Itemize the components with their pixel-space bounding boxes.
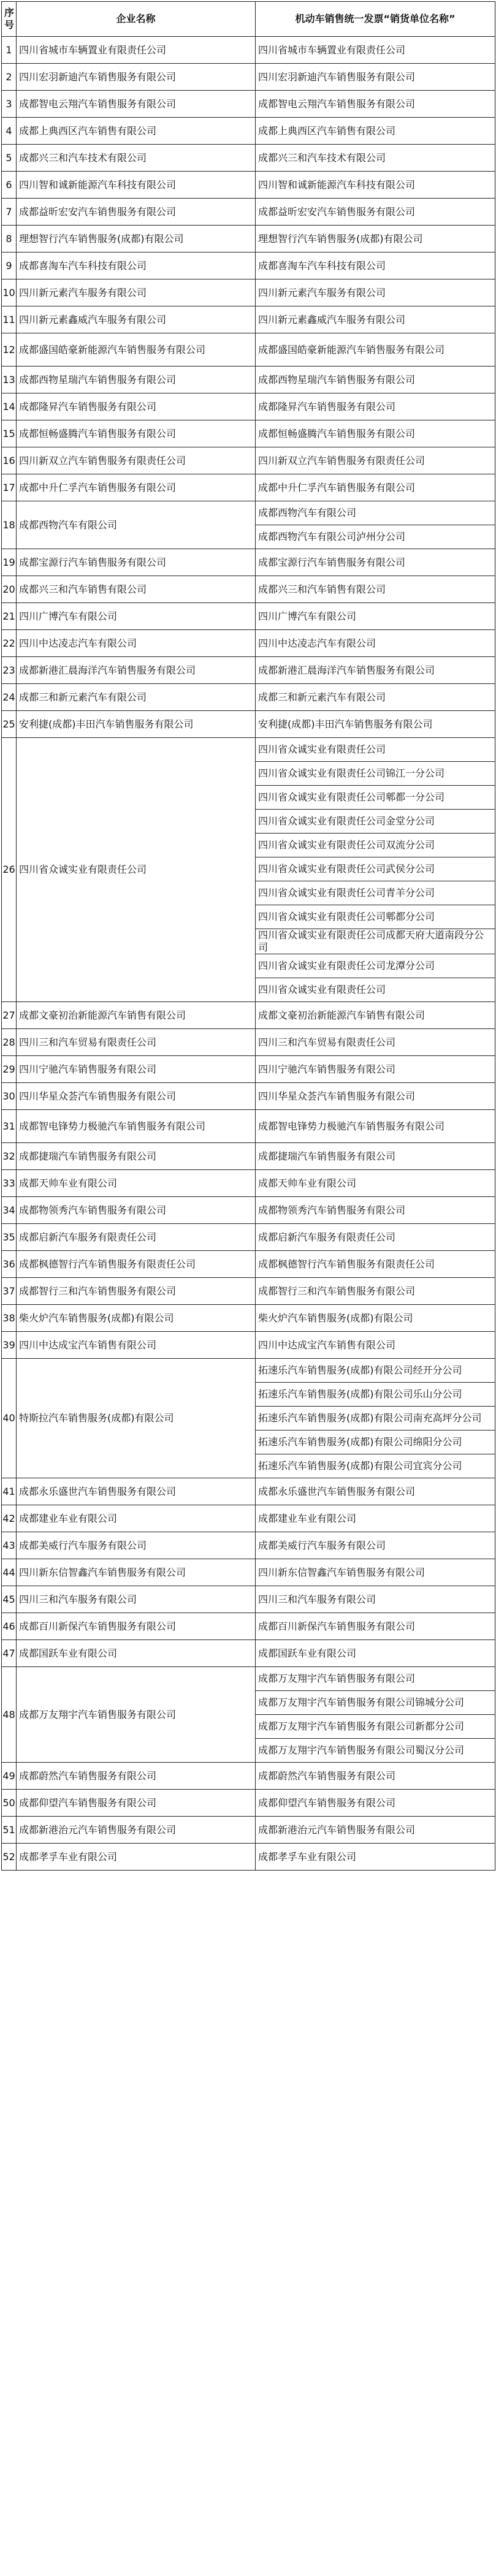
table-row — [2, 279, 495, 306]
invoice-seller-name-cell: 成都上典西区汽车销售有限公司 — [256, 118, 495, 145]
invoice-seller-name-cell: 成都三和新元素汽车有限公司 — [256, 684, 495, 711]
invoice-seller-name-cell: 拓速乐汽车销售服务(成都)有限公司乐山分公司 — [256, 1383, 495, 1407]
serial-number-cell: 14 — [2, 393, 17, 420]
invoice-seller-name-cell: 成都百川新保汽车销售服务有限公司 — [256, 1613, 495, 1640]
invoice-seller-name-cell: 成都永乐盛世汽车销售服务有限公司 — [256, 1478, 495, 1505]
table-row — [2, 1305, 495, 1332]
invoice-seller-name-cell: 成都宝源行汽车销售服务有限公司 — [256, 549, 495, 576]
table-row — [2, 253, 495, 279]
table-row — [2, 1002, 495, 1029]
table-row — [2, 576, 495, 603]
table-row — [2, 145, 495, 172]
table-row — [2, 1478, 495, 1505]
table-row — [2, 199, 495, 226]
invoice-seller-name-cell: 柴火炉汽车销售服务(成都)有限公司 — [256, 1305, 495, 1332]
company-name-cell: 成都万友翔宇汽车销售服务有限公司 — [17, 1667, 256, 1763]
table-row — [2, 64, 495, 91]
company-name-cell: 成都喜淘车汽车科技有限公司 — [17, 253, 256, 279]
invoice-seller-name-cell: 成都孝孚车业有限公司 — [256, 1844, 495, 1871]
company-name-cell: 四川三和汽车贸易有限责任公司 — [17, 1029, 256, 1056]
table-row — [2, 1143, 495, 1170]
table-row — [2, 393, 495, 420]
company-name-cell: 成都智电云翔汽车销售服务有限公司 — [17, 91, 256, 118]
company-name-cell: 成都中升仁孚汽车销售服务有限公司 — [17, 474, 256, 501]
serial-number-cell: 1 — [2, 37, 17, 64]
invoice-seller-name-cell: 成都物领秀汽车销售服务有限公司 — [256, 1197, 495, 1224]
invoice-seller-name-cell: 成都国跃车业有限公司 — [256, 1640, 495, 1667]
invoice-seller-name-cell: 成都隆昇汽车销售服务有限公司 — [256, 393, 495, 420]
invoice-seller-name-cell: 四川省众诚实业有限责任公司金堂分公司 — [256, 810, 495, 834]
table-row — [2, 1056, 495, 1083]
company-name-cell: 特斯拉汽车销售服务(成都)有限公司 — [17, 1359, 256, 1478]
header-company: 企业名称 — [17, 2, 256, 37]
invoice-seller-name-cell: 成都兴三和汽车销售有限公司 — [256, 576, 495, 603]
table-row — [2, 657, 495, 684]
invoice-seller-name-cell: 成都西物汽车有限公司泸州分公司 — [256, 525, 495, 549]
table-row — [2, 1110, 495, 1143]
company-name-cell: 成都百川新保汽车销售服务有限公司 — [17, 1613, 256, 1640]
table-row — [2, 420, 495, 447]
invoice-seller-name-cell: 四川中达凌志汽车有限公司 — [256, 630, 495, 657]
invoice-seller-name-cell: 成都新港汇晨海洋汽车销售服务有限公司 — [256, 657, 495, 684]
table-row — [2, 1170, 495, 1197]
company-name-cell: 成都物领秀汽车销售服务有限公司 — [17, 1197, 256, 1224]
serial-number-cell: 31 — [2, 1110, 17, 1143]
company-name-cell: 四川广博汽车有限公司 — [17, 603, 256, 630]
invoice-seller-name-cell: 四川省众诚实业有限责任公司锦江一分公司 — [256, 762, 495, 786]
company-name-cell: 四川新东信智鑫汽车销售服务有限公司 — [17, 1559, 256, 1586]
serial-number-cell: 15 — [2, 420, 17, 447]
invoice-seller-name-cell: 四川新双立汽车销售服务有限责任公司 — [256, 447, 495, 474]
invoice-seller-name-cell: 成都喜淘车汽车科技有限公司 — [256, 253, 495, 279]
company-name-cell: 成都隆昇汽车销售服务有限公司 — [17, 393, 256, 420]
invoice-seller-name-cell: 成都兴三和汽车技术有限公司 — [256, 145, 495, 172]
serial-number-cell: 48 — [2, 1667, 17, 1763]
table-row — [2, 1224, 495, 1251]
company-name-cell: 四川中达成宝汽车销售有限公司 — [17, 1332, 256, 1359]
serial-number-cell: 44 — [2, 1559, 17, 1586]
serial-number-cell: 17 — [2, 474, 17, 501]
table-row — [2, 172, 495, 199]
serial-number-cell: 51 — [2, 1817, 17, 1844]
invoice-seller-name-cell: 成都西物星瑞汽车销售服务有限公司 — [256, 367, 495, 393]
table-row — [2, 333, 495, 367]
invoice-seller-name-cell: 拓速乐汽车销售服务(成都)有限公司经开分公司 — [256, 1359, 495, 1383]
invoice-seller-name-cell: 四川省众诚实业有限责任公司成都天府大道南段分公司 — [256, 929, 495, 954]
company-name-cell: 四川中达凌志汽车有限公司 — [17, 630, 256, 657]
serial-number-cell: 30 — [2, 1083, 17, 1110]
serial-number-cell: 9 — [2, 253, 17, 279]
serial-number-cell: 4 — [2, 118, 17, 145]
serial-number-cell: 39 — [2, 1332, 17, 1359]
table-row — [2, 367, 495, 393]
table-row — [2, 37, 495, 64]
company-name-cell: 成都兴三和汽车销售有限公司 — [17, 576, 256, 603]
serial-number-cell: 5 — [2, 145, 17, 172]
invoice-seller-name-cell: 成都捷瑞汽车销售服务有限公司 — [256, 1143, 495, 1170]
invoice-seller-name-cell: 成都恒畅盛腾汽车销售服务有限公司 — [256, 420, 495, 447]
invoice-seller-name-cell: 四川省众诚实业有限责任公司双流分公司 — [256, 834, 495, 857]
invoice-seller-name-cell: 成都万友翔宇汽车销售服务有限公司 — [256, 1667, 495, 1691]
company-name-cell: 安利捷(成都)丰田汽车销售服务有限公司 — [17, 711, 256, 738]
serial-number-cell: 13 — [2, 367, 17, 393]
company-name-cell: 四川新双立汽车销售服务有限责任公司 — [17, 447, 256, 474]
invoice-seller-name-cell: 拓速乐汽车销售服务(成都)有限公司南充高坪分公司 — [256, 1407, 495, 1430]
company-name-cell: 成都启新汽车服务有限责任公司 — [17, 1224, 256, 1251]
serial-number-cell: 52 — [2, 1844, 17, 1871]
header-invoice-seller: 机动车销售统一发票“销货单位名称” — [256, 2, 495, 37]
table-row — [2, 1586, 495, 1613]
serial-number-cell: 50 — [2, 1790, 17, 1817]
company-name-cell: 成都枫德智行汽车销售服务有限责任公司 — [17, 1251, 256, 1278]
header-serial: 序号 — [2, 2, 17, 37]
company-name-cell: 四川新元素汽车服务有限公司 — [17, 279, 256, 306]
table-row — [2, 1667, 495, 1691]
serial-number-cell: 6 — [2, 172, 17, 199]
table-row — [2, 306, 495, 333]
company-name-cell: 四川新元素鑫威汽车服务有限公司 — [17, 306, 256, 333]
serial-number-cell: 25 — [2, 711, 17, 738]
company-name-cell: 成都新港治元汽车销售服务有限公司 — [17, 1817, 256, 1844]
invoice-seller-name-cell: 成都建业车业有限公司 — [256, 1505, 495, 1532]
serial-number-cell: 18 — [2, 501, 17, 549]
company-name-cell: 成都西物汽车有限公司 — [17, 501, 256, 549]
invoice-seller-name-cell: 成都万友翔宇汽车销售服务有限公司锦城分公司 — [256, 1691, 495, 1715]
invoice-seller-name-cell: 成都智行三和汽车销售服务有限公司 — [256, 1278, 495, 1305]
company-name-cell: 四川三和汽车服务有限公司 — [17, 1586, 256, 1613]
dealer-table — [1, 1, 495, 1871]
table-row — [2, 1532, 495, 1559]
header-row — [2, 2, 495, 37]
table-body — [2, 37, 495, 1871]
table-row — [2, 1640, 495, 1667]
invoice-seller-name-cell: 成都美威行汽车服务有限公司 — [256, 1532, 495, 1559]
serial-number-cell: 40 — [2, 1359, 17, 1478]
invoice-seller-name-cell: 四川智和诚新能源汽车科技有限公司 — [256, 172, 495, 199]
invoice-seller-name-cell: 四川省众诚实业有限责任公司龙潭分公司 — [256, 954, 495, 978]
serial-number-cell: 11 — [2, 306, 17, 333]
invoice-seller-name-cell: 四川省众诚实业有限责任公司青羊分公司 — [256, 881, 495, 905]
company-name-cell: 成都文豪初治新能源汽车销售有限公司 — [17, 1002, 256, 1029]
serial-number-cell: 26 — [2, 738, 17, 1002]
company-name-cell: 成都恒畅盛腾汽车销售服务有限公司 — [17, 420, 256, 447]
company-name-cell: 成都智电锋势力极驰汽车销售服务有限公司 — [17, 1110, 256, 1143]
company-name-cell: 成都西物星瑞汽车销售服务有限公司 — [17, 367, 256, 393]
table-row — [2, 711, 495, 738]
company-name-cell: 成都上典西区汽车销售有限公司 — [17, 118, 256, 145]
invoice-seller-name-cell: 四川省众诚实业有限责任公司郫都一分公司 — [256, 786, 495, 810]
company-name-cell: 四川省众诚实业有限责任公司 — [17, 738, 256, 1002]
invoice-seller-name-cell: 成都万友翔宇汽车销售服务有限公司新都分公司 — [256, 1715, 495, 1739]
invoice-seller-name-cell: 四川新元素鑫威汽车服务有限公司 — [256, 306, 495, 333]
company-name-cell: 成都盛国皓豪新能源汽车销售服务有限公司 — [17, 333, 256, 367]
invoice-seller-name-cell: 成都盛国皓豪新能源汽车销售服务有限公司 — [256, 333, 495, 367]
invoice-seller-name-cell: 成都文豪初治新能源汽车销售有限公司 — [256, 1002, 495, 1029]
company-name-cell: 成都兴三和汽车技术有限公司 — [17, 145, 256, 172]
table-row — [2, 1332, 495, 1359]
table-row — [2, 738, 495, 762]
company-name-cell: 成都孝孚车业有限公司 — [17, 1844, 256, 1871]
invoice-seller-name-cell: 四川宏羽新迪汽车销售服务有限公司 — [256, 64, 495, 91]
invoice-seller-name-cell: 成都蔚然汽车销售服务有限公司 — [256, 1763, 495, 1790]
serial-number-cell: 16 — [2, 447, 17, 474]
invoice-seller-name-cell: 成都万友翔宇汽车销售服务有限公司蜀汉分公司 — [256, 1739, 495, 1763]
serial-number-cell: 35 — [2, 1224, 17, 1251]
table-row — [2, 501, 495, 525]
company-name-cell: 成都宝源行汽车销售服务有限公司 — [17, 549, 256, 576]
company-name-cell: 成都国跃车业有限公司 — [17, 1640, 256, 1667]
invoice-seller-name-cell: 四川宁驰汽车销售服务有限公司 — [256, 1056, 495, 1083]
serial-number-cell: 29 — [2, 1056, 17, 1083]
company-name-cell: 成都永乐盛世汽车销售服务有限公司 — [17, 1478, 256, 1505]
table-row — [2, 1817, 495, 1844]
company-name-cell: 成都三和新元素汽车有限公司 — [17, 684, 256, 711]
table-row — [2, 1763, 495, 1790]
company-name-cell: 柴火炉汽车销售服务(成都)有限公司 — [17, 1305, 256, 1332]
invoice-seller-name-cell: 成都启新汽车服务有限责任公司 — [256, 1224, 495, 1251]
serial-number-cell: 41 — [2, 1478, 17, 1505]
invoice-seller-name-cell: 四川华星众荟汽车销售服务有限公司 — [256, 1083, 495, 1110]
table-row — [2, 91, 495, 118]
invoice-seller-name-cell: 四川省众诚实业有限责任公司 — [256, 978, 495, 1002]
company-name-cell: 四川宏羽新迪汽车销售服务有限公司 — [17, 64, 256, 91]
company-name-cell: 成都新港汇晨海洋汽车销售服务有限公司 — [17, 657, 256, 684]
table-row — [2, 1359, 495, 1383]
table-row — [2, 603, 495, 630]
invoice-seller-name-cell: 安利捷(成都)丰田汽车销售服务有限公司 — [256, 711, 495, 738]
serial-number-cell: 21 — [2, 603, 17, 630]
serial-number-cell: 10 — [2, 279, 17, 306]
invoice-seller-name-cell: 四川新东信智鑫汽车销售服务有限公司 — [256, 1559, 495, 1586]
serial-number-cell: 27 — [2, 1002, 17, 1029]
invoice-seller-name-cell: 拓速乐汽车销售服务(成都)有限公司宜宾分公司 — [256, 1454, 495, 1478]
table-row — [2, 1844, 495, 1871]
table-row — [2, 1790, 495, 1817]
company-name-cell: 成都捷瑞汽车销售服务有限公司 — [17, 1143, 256, 1170]
table-row — [2, 1029, 495, 1056]
invoice-seller-name-cell: 成都中升仁孚汽车销售服务有限公司 — [256, 474, 495, 501]
serial-number-cell: 24 — [2, 684, 17, 711]
company-name-cell: 成都益昕宏安汽车销售服务有限公司 — [17, 199, 256, 226]
company-name-cell: 成都美威行汽车服务有限公司 — [17, 1532, 256, 1559]
serial-number-cell: 37 — [2, 1278, 17, 1305]
serial-number-cell: 28 — [2, 1029, 17, 1056]
serial-number-cell: 34 — [2, 1197, 17, 1224]
company-name-cell: 四川宁驰汽车销售服务有限公司 — [17, 1056, 256, 1083]
invoice-seller-name-cell: 成都新港治元汽车销售服务有限公司 — [256, 1817, 495, 1844]
serial-number-cell: 36 — [2, 1251, 17, 1278]
serial-number-cell: 12 — [2, 333, 17, 367]
company-name-cell: 四川省城市车辆置业有限责任公司 — [17, 37, 256, 64]
serial-number-cell: 45 — [2, 1586, 17, 1613]
company-name-cell: 成都建业车业有限公司 — [17, 1505, 256, 1532]
table-row — [2, 1278, 495, 1305]
company-name-cell: 理想智行汽车销售服务(成都)有限公司 — [17, 226, 256, 253]
serial-number-cell: 2 — [2, 64, 17, 91]
serial-number-cell: 33 — [2, 1170, 17, 1197]
serial-number-cell: 38 — [2, 1305, 17, 1332]
invoice-seller-name-cell: 四川新元素汽车服务有限公司 — [256, 279, 495, 306]
table-row — [2, 1559, 495, 1586]
company-name-cell: 成都蔚然汽车销售服务有限公司 — [17, 1763, 256, 1790]
table-row — [2, 1505, 495, 1532]
table-row — [2, 1083, 495, 1110]
invoice-seller-name-cell: 四川广博汽车有限公司 — [256, 603, 495, 630]
serial-number-cell: 46 — [2, 1613, 17, 1640]
table-row — [2, 447, 495, 474]
invoice-seller-name-cell: 成都天帅车业有限公司 — [256, 1170, 495, 1197]
invoice-seller-name-cell: 拓速乐汽车销售服务(成都)有限公司绵阳分公司 — [256, 1430, 495, 1454]
serial-number-cell: 7 — [2, 199, 17, 226]
table-row — [2, 1251, 495, 1278]
table-row — [2, 684, 495, 711]
table-row — [2, 549, 495, 576]
serial-number-cell: 23 — [2, 657, 17, 684]
invoice-seller-name-cell: 四川省众诚实业有限责任公司 — [256, 738, 495, 762]
serial-number-cell: 47 — [2, 1640, 17, 1667]
invoice-seller-name-cell: 四川三和汽车贸易有限责任公司 — [256, 1029, 495, 1056]
invoice-seller-name-cell: 成都枫德智行汽车销售服务有限责任公司 — [256, 1251, 495, 1278]
serial-number-cell: 20 — [2, 576, 17, 603]
invoice-seller-name-cell: 四川三和汽车服务有限公司 — [256, 1586, 495, 1613]
invoice-seller-name-cell: 理想智行汽车销售服务(成都)有限公司 — [256, 226, 495, 253]
invoice-seller-name-cell: 四川省城市车辆置业有限责任公司 — [256, 37, 495, 64]
invoice-seller-name-cell: 成都智电锋势力极驰汽车销售服务有限公司 — [256, 1110, 495, 1143]
serial-number-cell: 32 — [2, 1143, 17, 1170]
invoice-seller-name-cell: 四川省众诚实业有限责任公司郫都分公司 — [256, 905, 495, 929]
company-name-cell: 成都天帅车业有限公司 — [17, 1170, 256, 1197]
company-name-cell: 成都智行三和汽车销售服务有限公司 — [17, 1278, 256, 1305]
serial-number-cell: 3 — [2, 91, 17, 118]
serial-number-cell: 49 — [2, 1763, 17, 1790]
table-row — [2, 226, 495, 253]
company-name-cell: 四川智和诚新能源汽车科技有限公司 — [17, 172, 256, 199]
invoice-seller-name-cell: 成都益昕宏安汽车销售服务有限公司 — [256, 199, 495, 226]
serial-number-cell: 19 — [2, 549, 17, 576]
invoice-seller-name-cell: 四川中达成宝汽车销售有限公司 — [256, 1332, 495, 1359]
serial-number-cell: 22 — [2, 630, 17, 657]
serial-number-cell: 43 — [2, 1532, 17, 1559]
table-row — [2, 1197, 495, 1224]
serial-number-cell: 8 — [2, 226, 17, 253]
table-row — [2, 118, 495, 145]
company-name-cell: 成都仰望汽车销售服务有限公司 — [17, 1790, 256, 1817]
invoice-seller-name-cell: 四川省众诚实业有限责任公司武侯分公司 — [256, 857, 495, 881]
invoice-seller-name-cell: 成都西物汽车有限公司 — [256, 501, 495, 525]
serial-number-cell: 42 — [2, 1505, 17, 1532]
table-row — [2, 1613, 495, 1640]
table-row — [2, 474, 495, 501]
invoice-seller-name-cell: 成都智电云翔汽车销售服务有限公司 — [256, 91, 495, 118]
table-row — [2, 630, 495, 657]
company-name-cell: 四川华星众荟汽车销售服务有限公司 — [17, 1083, 256, 1110]
invoice-seller-name-cell: 成都仰望汽车销售服务有限公司 — [256, 1790, 495, 1817]
